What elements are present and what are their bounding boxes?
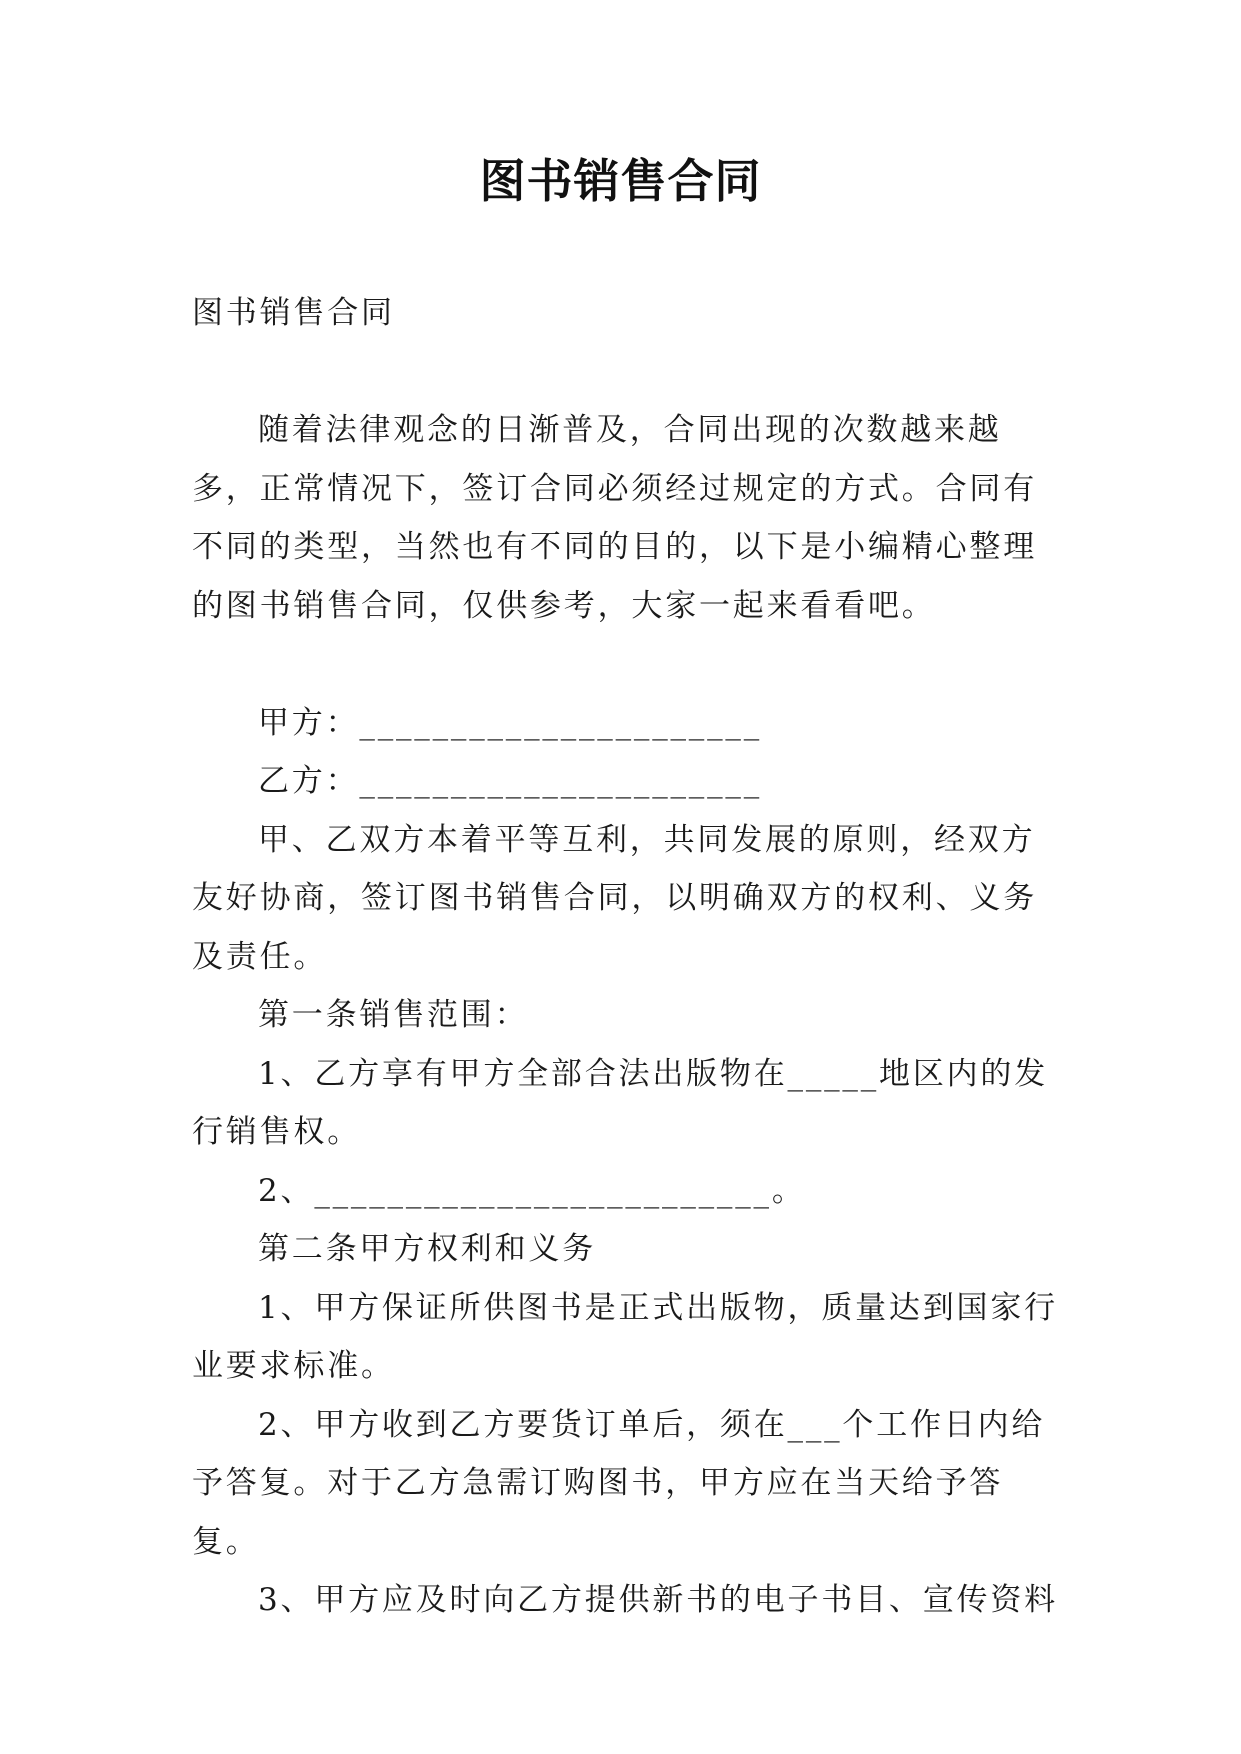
article-2-item-3: 3、甲方应及时向乙方提供新书的电子书目、宣传资料 [258,1582,1058,1618]
document-body [192,284,1062,1630]
intro-paragraph: 随着法律观念的日渐普及，合同出现的次数越来越多，正常情况下，签订合同必须经过规定的方式。合同有不同的类型，当然也有不同的目的，以下是小编精心整理的图书销售合同，仅供参考，大家一起来看看吧。 [192,412,1037,624]
article-2-item-2: 2、甲方收到乙方要货订单后，须在___个工作日内给予答复。对于乙方急需订购图书，甲方应在当天给予答复。 [192,1406,1046,1560]
document-title: 图书销售合同 [479,154,762,208]
party-a-line: 甲方：______________________ [258,704,762,741]
article-2-heading: 第二条甲方权利和义务 [258,1231,596,1267]
article-1-heading: 第一条销售范围： [258,997,529,1033]
article-1-item-2: 2、_________________________。 [258,1172,806,1209]
preamble-paragraph: 甲、乙双方本着平等互利，共同发展的原则，经双方友好协商，签订图书销售合同，以明确双方的权利、义务及责任。 [192,821,1037,975]
article-1-item-1: 1、乙方享有甲方全部合法出版物在_____地区内的发行销售权。 [192,1055,1049,1150]
article-2-item-1: 1、甲方保证所供图书是正式出版物，质量达到国家行业要求标准。 [192,1289,1058,1384]
party-b-line: 乙方：______________________ [258,763,762,799]
document-subtitle: 图书销售合同 [192,295,395,331]
